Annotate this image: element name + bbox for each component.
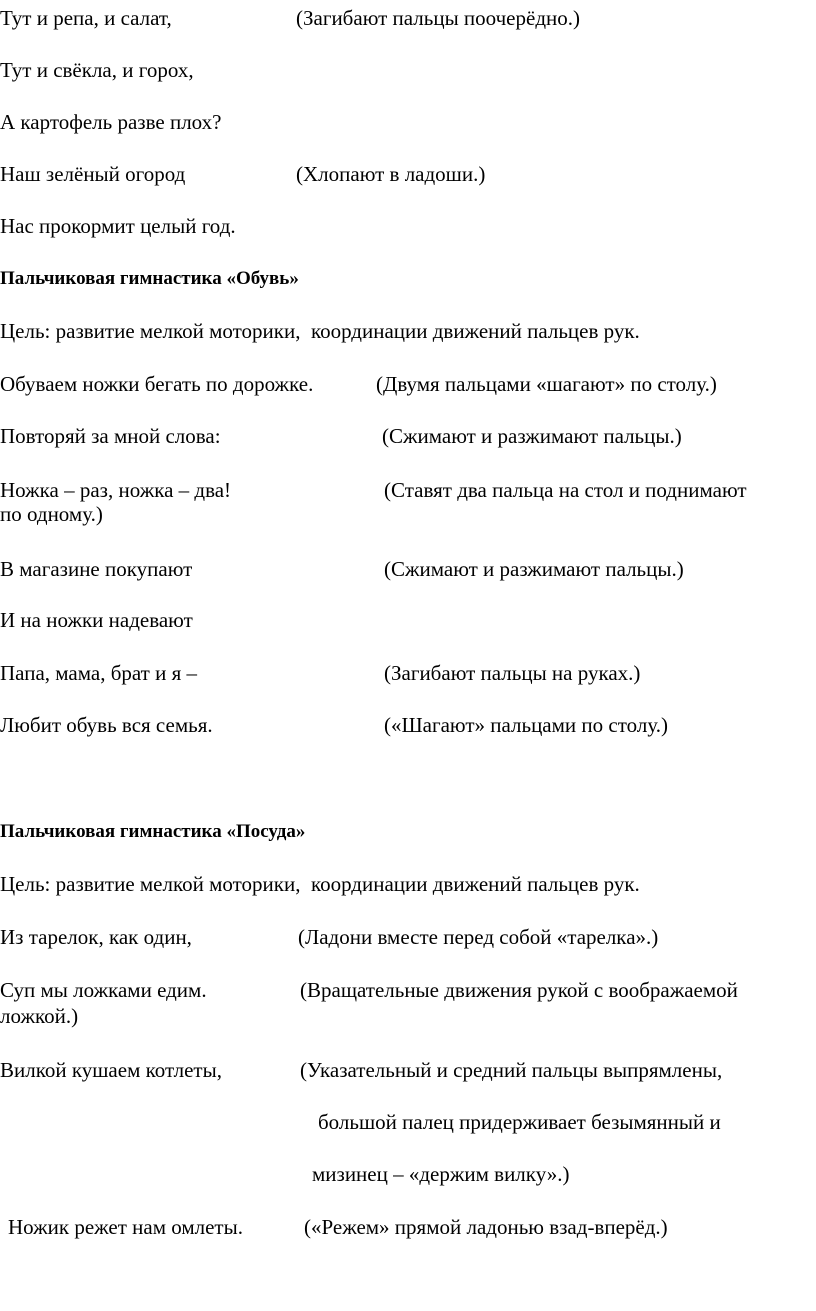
- section2-line-4-text: Ножик режет нам омлеты.: [8, 1215, 243, 1239]
- section1-line-7-text: Любит обувь вся семья.: [0, 713, 213, 737]
- section2-line-2-action: (Вращательные движения рукой с воображаемой: [300, 978, 738, 1002]
- section1-line-7: [0, 713, 668, 809]
- section1-line-3-action: (Ставят два пальца на стол и поднимают: [384, 478, 747, 502]
- poem1-line-4-text: Наш зелёный огород: [0, 162, 186, 186]
- section2-line-2-text: Суп мы ложками едим.: [0, 978, 207, 1002]
- section1-line-2-action: (Сжимают и разжимают пальцы.): [382, 424, 682, 448]
- section2-line-3-text: Вилкой кушаем котлеты,: [0, 1058, 222, 1082]
- section1-line-3-cont: по одному.): [0, 502, 103, 526]
- section2-line-3-action: (Указательный и средний пальцы выпрямлены,: [300, 1058, 723, 1082]
- section2-line-1-text: Из тарелок, как один,: [0, 925, 192, 949]
- poem1-line-5: Нас прокормит целый год.: [0, 214, 236, 238]
- section1-line-7-action: («Шагают» пальцами по столу.): [384, 713, 668, 737]
- poem1-line-3: А картофель разве плох?: [0, 110, 222, 134]
- section1-line-6-action: (Загибают пальцы на руках.): [384, 661, 641, 685]
- section1-line-1-text: Обуваем ножки бегать по дорожке.: [0, 372, 314, 396]
- poem1-line-1-text: Тут и репа, и салат,: [0, 6, 172, 30]
- section1-line-6-text: Папа, мама, брат и я –: [0, 661, 197, 685]
- section1-line-4-action: (Сжимают и разжимают пальцы.): [384, 557, 684, 581]
- section2-line-4: [0, 1215, 668, 1311]
- section2-line-3b-action: большой палец придерживает безымянный и: [318, 1110, 721, 1134]
- section2-line-2-cont: ложкой.): [0, 1004, 79, 1028]
- poem1-line-4-action: (Хлопают в ладоши.): [296, 162, 486, 186]
- section1-line-3-text: Ножка – раз, ножка – два!: [0, 478, 232, 502]
- section2-heading: Пальчиковая гимнастика «Посуда»: [0, 821, 306, 842]
- section2-goal: Цель: развитие мелкой моторики, координации движений пальцев рук.: [0, 872, 640, 896]
- section1-line-5: И на ножки надевают: [0, 608, 193, 632]
- section2-line-1-action: (Ладони вместе перед собой «тарелка».): [298, 925, 659, 949]
- section2-line-4-action: («Режем» прямой ладонью взад-вперёд.): [304, 1215, 668, 1239]
- poem1-line-2: Тут и свёкла, и горох,: [0, 58, 194, 82]
- section1-line-2-text: Повторяй за мной слова:: [0, 424, 221, 448]
- section1-line-1-action: (Двумя пальцами «шагают» по столу.): [376, 372, 717, 396]
- poem1-line-1-action: (Загибают пальцы поочерёдно.): [296, 6, 580, 30]
- section1-goal: Цель: развитие мелкой моторики, координации движений пальцев рук.: [0, 319, 640, 343]
- section1-heading: Пальчиковая гимнастика «Обувь»: [0, 268, 299, 289]
- section1-line-4-text: В магазине покупают: [0, 557, 193, 581]
- section2-line-3c-action: мизинец – «держим вилку».): [312, 1162, 570, 1186]
